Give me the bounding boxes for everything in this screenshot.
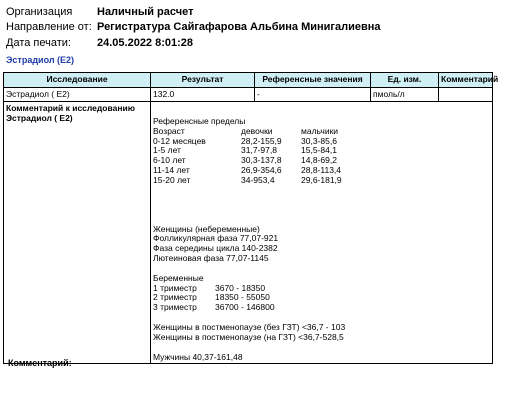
postmenopause-no-hrt: Женщины в постменопаузе (без ГЗТ) <36,7 - 103 — [153, 321, 346, 332]
trimester-row — [153, 293, 490, 303]
midcycle-phase: Фаза середины цикла 140-2382 — [153, 243, 278, 254]
boys-cell: 29,6-181,9 — [301, 174, 342, 185]
column-header-comment: Комментарий — [439, 73, 493, 88]
girls-cell: 30,3-137,8 — [241, 155, 282, 166]
girls-cell: 34-953,4 — [241, 174, 275, 185]
age-row — [153, 176, 490, 186]
column-header-result: Результат — [151, 73, 255, 88]
women-nonpregnant-title: Женщины (небеременные) — [153, 223, 260, 234]
header-referral-label: Направление от: — [6, 21, 92, 33]
age-cell: 6-10 лет — [153, 155, 186, 166]
table-row — [4, 88, 493, 102]
column-header-unit: Ед. изм. — [371, 73, 439, 88]
cell-test: Эстрадиол ( Е2) — [4, 88, 151, 102]
cell-result: 132.0 — [151, 88, 255, 102]
age-header: Возраст — [153, 125, 185, 136]
trimester-row — [153, 303, 490, 313]
age-cell: 11-14 лет — [153, 164, 190, 175]
header-organization-label: Организация — [6, 6, 73, 18]
cell-unit: пмоль/л — [371, 88, 439, 102]
girls-header: девочки — [241, 125, 273, 136]
header-print-date-label: Дата печати: — [6, 37, 71, 49]
footer-comment-label: Комментарий: — [8, 358, 72, 368]
results-table — [3, 72, 499, 364]
men-reference: Мужчины 40,37-161,48 — [153, 351, 243, 362]
follicular-phase: Фолликулярная фаза 77,07-921 — [153, 233, 279, 244]
age-cell: 1-5 лет — [153, 145, 181, 156]
trimester-range: 3670 - 18350 — [215, 282, 266, 293]
girls-cell: 28,2-155,9 — [241, 135, 282, 146]
trimester-row — [153, 284, 490, 294]
column-header-test: Исследование — [4, 73, 151, 88]
header-organization-value: Наличный расчет — [97, 6, 194, 18]
trimester-range: 36700 - 146800 — [215, 302, 275, 313]
comment-label-cell — [4, 102, 151, 364]
comment-label: Комментарий к исследованию Эстрадиол ( Е2) — [6, 103, 135, 123]
ref-title: Референсные пределы — [153, 116, 246, 126]
header-print-date-value: 24.05.2022 8:01:28 — [97, 37, 194, 49]
luteal-phase: Лютеиновая фаза 77,07-1145 — [153, 252, 269, 263]
test-title: Эстрадиол (Е2) — [6, 55, 75, 65]
cell-comment — [439, 88, 493, 102]
column-header-reference: Референсные значения — [255, 73, 371, 88]
postmenopause-hrt: Женщины в постменопаузе (на ГЗТ) <36,7-528,5 — [153, 331, 344, 342]
reference-notes-cell — [151, 102, 493, 364]
reference-notes — [153, 103, 490, 362]
table-header-row — [4, 73, 493, 88]
trimester-range: 18350 - 55050 — [215, 292, 270, 303]
cell-reference: - — [255, 88, 371, 102]
age-cell: 0-12 месяцев — [153, 135, 206, 146]
girls-cell: 26,9-354,6 — [241, 164, 282, 175]
boys-cell: 28,8-113,4 — [301, 164, 342, 175]
age-cell: 15-20 лет — [153, 174, 191, 185]
pregnant-title: Беременные — [153, 272, 204, 283]
boys-header: мальчики — [301, 125, 339, 136]
comment-row — [4, 102, 493, 364]
boys-cell: 14,8-69,2 — [301, 155, 337, 166]
boys-cell: 30,3-85,6 — [301, 135, 337, 146]
trimester-label: 1 триместр — [153, 282, 197, 293]
girls-cell: 31,7-97,8 — [241, 145, 277, 156]
trimester-label: 3 триместр — [153, 302, 197, 313]
header-referral-value: Регистратура Сайгафарова Альбина Минигалиевна — [97, 21, 381, 33]
trimester-label: 2 триместр — [153, 292, 197, 303]
boys-cell: 15,5-84,1 — [301, 145, 337, 156]
